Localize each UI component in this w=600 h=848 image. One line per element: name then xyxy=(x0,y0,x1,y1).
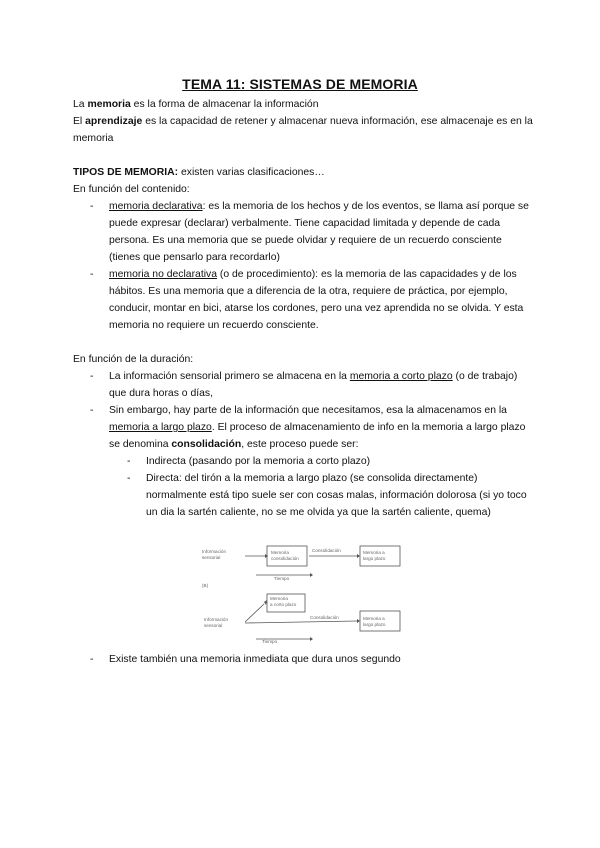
sublist-dash: - xyxy=(127,473,131,484)
label-memoria-largo-1: Memoria a xyxy=(363,550,385,555)
label-largo-plazo-2: largo plazo xyxy=(363,622,386,627)
label-info-sensorial-top-1: Información xyxy=(202,549,227,554)
label-largo-plazo-1: largo plazo xyxy=(363,556,386,561)
label-info-sensorial-bottom-1: Información xyxy=(204,617,229,622)
sublist-dash: - xyxy=(127,456,131,467)
intro-memoria: La memoria es la forma de almacenar la información xyxy=(73,99,319,110)
list-dash: - xyxy=(90,654,94,665)
list-dash: - xyxy=(90,269,94,280)
label-memoria-corto-1: Memoria xyxy=(270,596,288,601)
intro-aprendizaje: El aprendizaje es la capacidad de retener y almacenar nueva información, ese almacenaje es en la memoria xyxy=(73,116,533,144)
label-memoria-largo-2: Memoria a xyxy=(363,616,385,621)
label-b: (B) xyxy=(202,583,209,588)
sublist-item-indirecta: Indirecta (pasando por la memoria a corto plazo) xyxy=(146,456,371,467)
label-info-sensorial-bottom-2: sensorial xyxy=(204,623,223,628)
label-corto-plazo: a corto plazo xyxy=(270,602,297,607)
list-item-sensorial: La información sensorial primero se almacena en la memoria a corto plazo (o de trabajo) que dura horas o días, xyxy=(109,371,518,399)
list-dash: - xyxy=(90,371,94,382)
tipos-heading: TIPOS DE MEMORIA: existen varias clasificaciones… xyxy=(73,167,325,178)
list-dash: - xyxy=(90,201,94,212)
funcion-duracion-heading: En función de la duración: xyxy=(73,354,194,365)
list-item-largo-plazo: Sin embargo, hay parte de la información que necesitamos, esa la almacenamos en la memoria a largo plazo. El proceso de almacenamiento de info en la memoria a largo plazo se denomina consolidación, este proceso puede ser: xyxy=(109,405,526,450)
label-info-sensorial-top-2: sensorial xyxy=(202,555,221,560)
label-consolidacion-arrow: Consolidación xyxy=(312,548,341,553)
label-consolidacion-arrow-2: Consolidación xyxy=(310,615,339,620)
label-tiempo-top: Tiempo xyxy=(274,576,290,581)
box-memoria-largo-plazo-bottom xyxy=(360,611,400,631)
label-consolidacion: consolidación xyxy=(271,556,299,561)
memory-diagram xyxy=(200,542,410,644)
label-memoria-1: Memoria xyxy=(271,550,289,555)
list-dash: - xyxy=(90,405,94,416)
sublist-item-directa: Directa: del tirón a la memoria a largo plazo (se consolida directamente) normalmente está tipo suele ser con cosas malas, información dolorosa (si yo toco un dia la sartén caliente, no se me olvida ya que la sartén caliente, quema) xyxy=(146,473,527,518)
label-tiempo-bottom: Tiempo xyxy=(262,639,278,644)
list-item-inmediata: Existe también una memoria inmediata que dura unos segundo xyxy=(109,654,401,665)
list-item-no-declarativa: memoria no declarativa (o de procedimiento): es la memoria de las capacidades y de los hábitos. Es una memoria que a diferencia de la otra, requiere de práctica, por ejemplo, conducir, montar en bici, atarse los cordones, pero una vez aprendida no se olvida. Y esta memoria no requiere un recuerdo consciente. xyxy=(109,269,524,331)
page-title: TEMA 11: SISTEMAS DE MEMORIA xyxy=(182,76,418,92)
list-item-declarativa: memoria declarativa: es la memoria de los hechos y de los eventos, se llama así porque se puede expresar (declarar) verbalmente. Tiene capacidad limitada y depende de cada persona. Es una memoria que se puede olvidar y requiere de un recuerdo consciente (tienes que pensarlo para recordarlo) xyxy=(109,201,529,263)
funcion-contenido-heading: En función del contenido: xyxy=(73,184,190,195)
